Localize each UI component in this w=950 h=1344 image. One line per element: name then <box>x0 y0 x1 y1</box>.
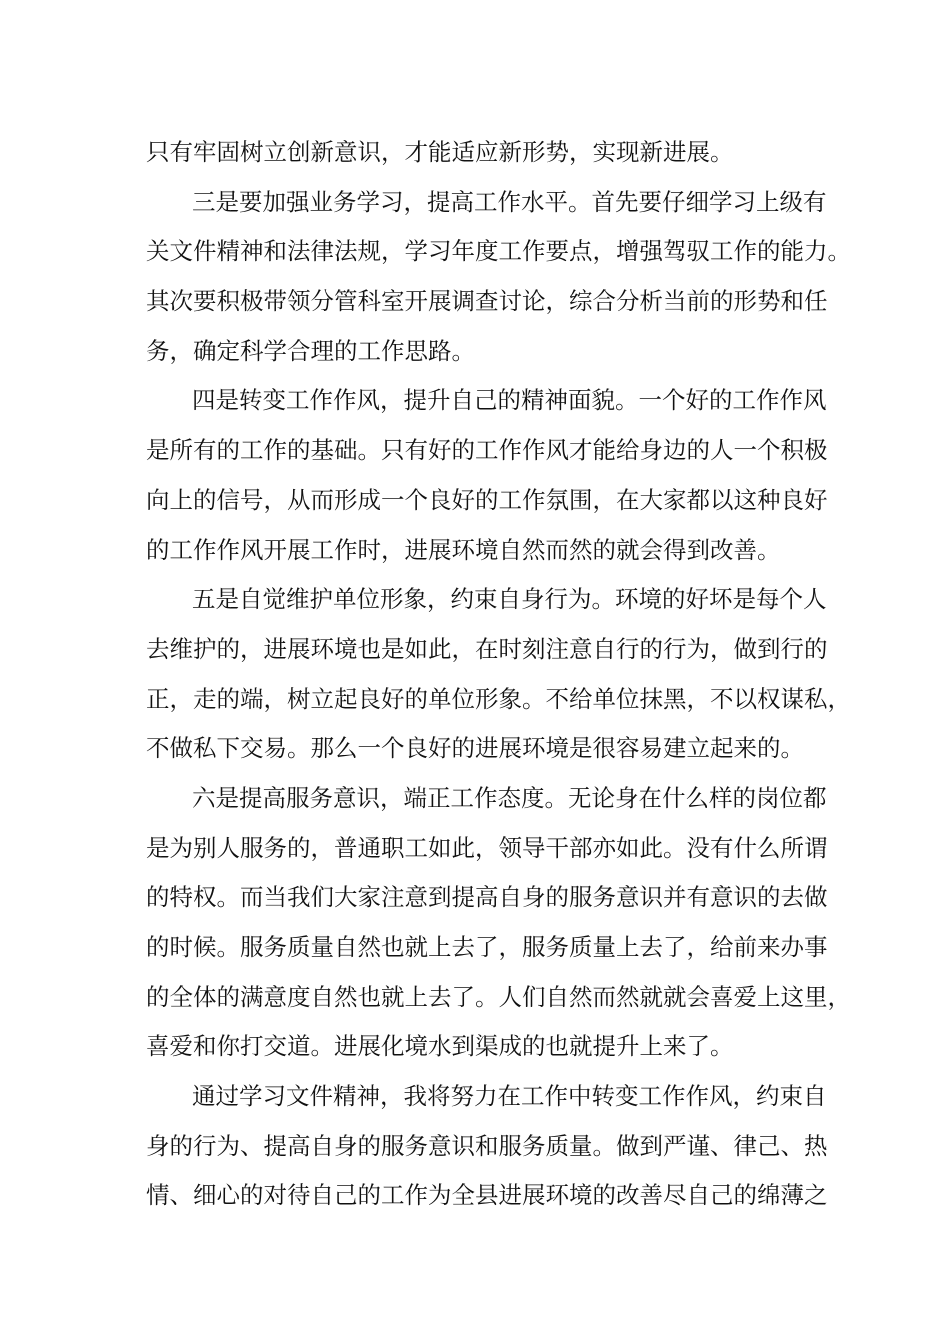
paragraph-first-line: 四是转变工作作风，提升自己的精神面貌。一个好的工作作风 <box>192 386 827 415</box>
text-line: 喜爱和你打交道。进展化境水到渠成的也就提升上来了。 <box>146 1032 734 1061</box>
text-line: 的时候。服务质量自然也就上去了，服务质量上去了，给前来办事 <box>146 933 828 961</box>
document-body <box>146 128 851 1221</box>
text-line: 向上的信号，从而形成一个良好的工作氛围，在大家都以这种良好 <box>146 485 828 514</box>
text-line: 不做私下交易。那么一个良好的进展环境是很容易建立起来的。 <box>146 734 804 763</box>
text-line: 务，确定科学合理的工作思路。 <box>146 336 475 365</box>
text-line: 关文件精神和法律法规，学习年度工作要点，增强驾驭工作的能力。 <box>146 237 851 266</box>
text-line: 的特权。而当我们大家注意到提高自身的服务意识并有意识的去做 <box>146 883 828 912</box>
text-line: 的工作作风开展工作时，进展环境自然而然的就会得到改善。 <box>146 535 781 564</box>
paragraph-first-line: 五是自觉维护单位形象，约束自身行为。环境的好坏是每个人 <box>192 585 827 614</box>
text-line: 是为别人服务的，普通职工如此，领导干部亦如此。没有什么所谓 <box>146 833 828 862</box>
text-line: 是所有的工作的基础。只有好的工作作风才能给身边的人一个积极 <box>146 436 828 465</box>
text-line: 去维护的，进展环境也是如此，在时刻注意自行的行为，做到行的 <box>146 634 828 663</box>
paragraph-first-line: 三是要加强业务学习，提高工作水平。首先要仔细学习上级有 <box>192 187 827 216</box>
text-line: 身的行为、提高自身的服务意识和服务质量。做到严谨、律己、热 <box>146 1131 828 1160</box>
text-line: 情、细心的对待自己的工作为全县进展环境的改善尽自己的绵薄之 <box>146 1181 828 1210</box>
text-line: 只有牢固树立创新意识，才能适应新形势，实现新进展。 <box>146 138 734 166</box>
text-line: 其次要积极带领分管科室开展调查讨论，综合分析当前的形势和任 <box>146 287 828 316</box>
text-line: 的全体的满意度自然也就上去了。人们自然而然就就会喜爱上这里， <box>146 982 851 1011</box>
paragraph-first-line: 六是提高服务意识，端正工作态度。无论身在什么样的岗位都 <box>192 783 827 812</box>
paragraph-first-line: 通过学习文件精神，我将努力在工作中转变工作作风，约束自 <box>192 1082 827 1111</box>
text-line: 正，走的端，树立起良好的单位形象。不给单位抹黑，不以权谋私， <box>146 684 851 713</box>
